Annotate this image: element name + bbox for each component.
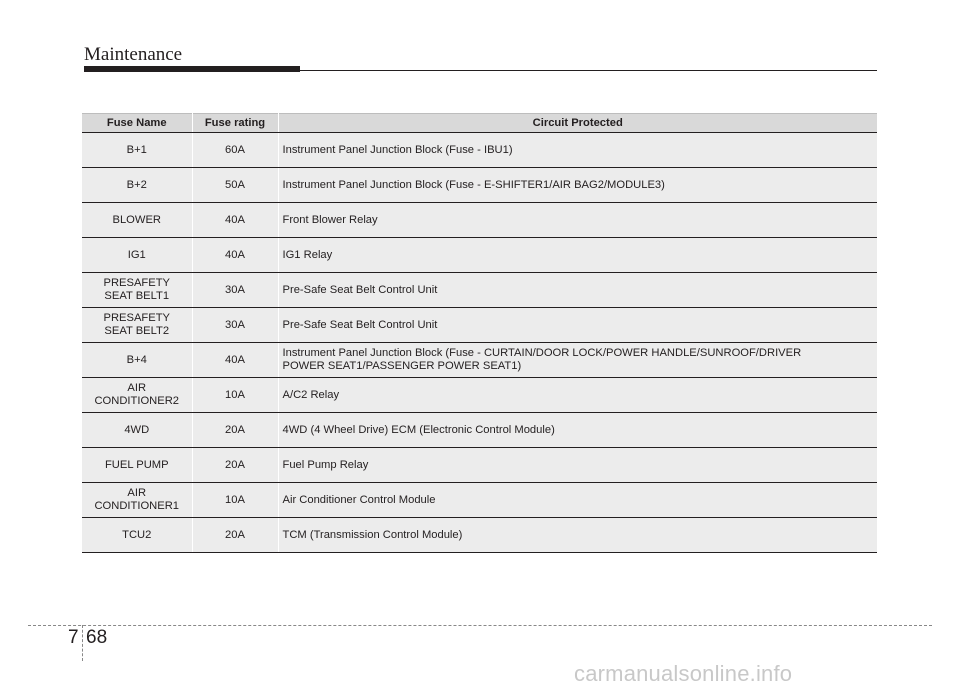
table-row xyxy=(82,168,877,203)
footer-divider xyxy=(82,625,83,661)
table-row xyxy=(82,308,877,343)
fuse-name-cell: B+4 xyxy=(82,343,192,378)
header-rule-thin xyxy=(300,70,877,71)
table-row xyxy=(82,203,877,238)
fuse-table xyxy=(82,113,877,553)
fuse-name-cell: PRESAFETY SEAT BELT2 xyxy=(82,308,192,343)
fuse-rating-cell: 40A xyxy=(192,203,278,238)
fuse-name-cell: IG1 xyxy=(82,238,192,273)
circuit-protected-cell: 4WD (4 Wheel Drive) ECM (Electronic Control Module) xyxy=(278,413,877,448)
section-title: Maintenance xyxy=(84,44,183,65)
circuit-protected-cell: Air Conditioner Control Module xyxy=(278,483,877,518)
circuit-protected-cell: Instrument Panel Junction Block (Fuse - CURTAIN/DOOR LOCK/POWER HANDLE/SUNROOF/DRIVER POWER SEAT1/PASSENGER POWER SEAT1) xyxy=(278,343,877,378)
circuit-protected-cell: Fuel Pump Relay xyxy=(278,448,877,483)
fuse-rating-cell: 50A xyxy=(192,168,278,203)
circuit-protected-cell: IG1 Relay xyxy=(278,238,877,273)
fuse-name-cell: AIR CONDITIONER1 xyxy=(82,483,192,518)
fuse-name-cell: FUEL PUMP xyxy=(82,448,192,483)
watermark: carmanualsonline.info xyxy=(574,661,793,686)
table-row xyxy=(82,133,877,168)
fuse-rating-cell: 20A xyxy=(192,413,278,448)
circuit-protected-cell: Pre-Safe Seat Belt Control Unit xyxy=(278,273,877,308)
fuse-rating-cell: 40A xyxy=(192,238,278,273)
table-row xyxy=(82,273,877,308)
footer-rule xyxy=(28,625,932,626)
fuse-name-cell: AIR CONDITIONER2 xyxy=(82,378,192,413)
circuit-protected-cell: Instrument Panel Junction Block (Fuse - IBU1) xyxy=(278,133,877,168)
fuse-name-cell: 4WD xyxy=(82,413,192,448)
circuit-protected-cell: TCM (Transmission Control Module) xyxy=(278,518,877,553)
table-header-row xyxy=(82,114,877,133)
fuse-rating-cell: 60A xyxy=(192,133,278,168)
table-row xyxy=(82,413,877,448)
fuse-table-body xyxy=(82,133,877,553)
fuse-name-cell: TCU2 xyxy=(82,518,192,553)
chapter-number: 7 xyxy=(68,627,79,648)
table-row xyxy=(82,238,877,273)
fuse-rating-cell: 10A xyxy=(192,483,278,518)
table-row xyxy=(82,343,877,378)
fuse-rating-cell: 30A xyxy=(192,308,278,343)
table-row xyxy=(82,483,877,518)
fuse-name-cell: PRESAFETY SEAT BELT1 xyxy=(82,273,192,308)
column-header-circuit-protected: Circuit Protected xyxy=(278,114,877,133)
fuse-rating-cell: 20A xyxy=(192,518,278,553)
fuse-name-cell: B+1 xyxy=(82,133,192,168)
fuse-name-cell: B+2 xyxy=(82,168,192,203)
table-row xyxy=(82,518,877,553)
circuit-protected-cell: Front Blower Relay xyxy=(278,203,877,238)
circuit-protected-cell: Pre-Safe Seat Belt Control Unit xyxy=(278,308,877,343)
column-header-fuse-name: Fuse Name xyxy=(82,114,192,133)
circuit-protected-cell: Instrument Panel Junction Block (Fuse - E-SHIFTER1/AIR BAG2/MODULE3) xyxy=(278,168,877,203)
fuse-name-cell: BLOWER xyxy=(82,203,192,238)
column-header-fuse-rating: Fuse rating xyxy=(192,114,278,133)
fuse-rating-cell: 40A xyxy=(192,343,278,378)
fuse-rating-cell: 10A xyxy=(192,378,278,413)
table-row xyxy=(82,378,877,413)
table-row xyxy=(82,448,877,483)
page-number: 68 xyxy=(86,627,108,648)
fuse-rating-cell: 30A xyxy=(192,273,278,308)
fuse-rating-cell: 20A xyxy=(192,448,278,483)
header-rule-thick xyxy=(84,66,300,72)
circuit-protected-cell: A/C2 Relay xyxy=(278,378,877,413)
